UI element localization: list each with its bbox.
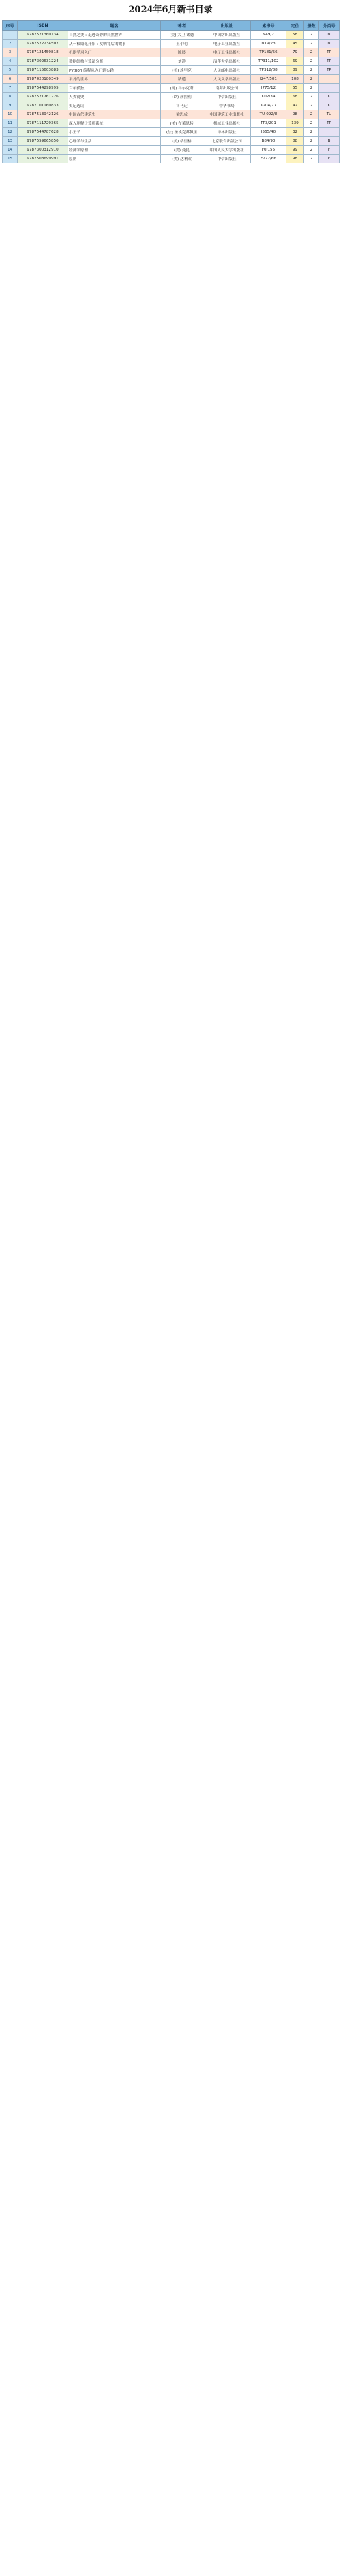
cell-no: 8 [3,93,18,101]
cell-cls: I [319,75,340,84]
cell-price: 45 [286,40,304,48]
page-title: 2024年6月新书目录 [128,5,213,15]
cell-call: I565/40 [251,128,286,137]
cell-price: 69 [286,57,304,66]
table-row [3,48,340,57]
cell-price: 98 [286,155,304,163]
cell-qty: 2 [304,137,319,146]
cell-qty: 2 [304,48,319,57]
cell-call: N19/23 [251,40,286,48]
cell-call: TP3/201 [251,119,286,128]
cell-isbn: 9787521761226 [18,93,68,101]
cell-call: I247/501 [251,75,286,84]
cell-pub: 电子工业出版社 [203,48,251,57]
table-row [3,75,340,84]
cell-isbn: 9787121459818 [18,48,68,57]
cell-pub: 中国人民大学出版社 [203,146,251,155]
cell-title: 经济学原理 [68,146,161,155]
cell-title: 自然之美 : 走进奇妙的自然世界 [68,31,161,40]
cell-no: 5 [3,66,18,75]
cell-price: 108 [286,75,304,84]
cell-title: 机器学习入门 [68,48,161,57]
cell-title: 史记选读 [68,101,161,110]
cell-call: TP181/56 [251,48,286,57]
cell-author: (哥) 马尔克斯 [161,84,203,93]
table-row [3,40,340,48]
cell-isbn: 9787020180349 [18,75,68,84]
cell-price: 55 [286,84,304,93]
cell-isbn: 9787508699991 [18,155,68,163]
cell-call: I775/12 [251,84,286,93]
cell-pub: 译林出版社 [203,128,251,137]
cell-pub: 电子工业出版社 [203,40,251,48]
cell-isbn: 9787544787628 [18,128,68,137]
cell-qty: 2 [304,93,319,101]
cell-pub: 中信出版社 [203,155,251,163]
col-header-no: 序号 [3,21,18,31]
cell-isbn: 9787521360134 [18,31,68,40]
cell-author: 梁思成 [161,110,203,119]
cell-qty: 2 [304,75,319,84]
book-list-table [2,20,340,163]
cell-no: 14 [3,146,18,155]
cell-pub: 中国建筑工业出版社 [203,110,251,119]
cell-call: K02/34 [251,93,286,101]
cell-price: 89 [286,66,304,75]
cell-no: 2 [3,40,18,48]
cell-price: 139 [286,119,304,128]
cell-call: B84/90 [251,137,286,146]
cell-cls: N [319,40,340,48]
cell-title: 从一根铅笔开始 : 发明背后的故事 [68,40,161,48]
col-header-quantity: 册数 [304,21,319,31]
cell-author: (美) 达利欧 [161,155,203,163]
cell-cls: TP [319,66,340,75]
cell-pub: 人民文学出版社 [203,75,251,84]
table-row [3,93,340,101]
cell-qty: 2 [304,128,319,137]
cell-call: TU-092/8 [251,110,286,119]
cell-author: (美) 曼昆 [161,146,203,155]
cell-pub: 人民邮电出版社 [203,66,251,75]
cell-isbn: 9787111729365 [18,119,68,128]
cell-author: 王小明 [161,40,203,48]
cell-no: 10 [3,110,18,119]
col-header-call-number: 索书号 [251,21,286,31]
cell-qty: 2 [304,146,319,155]
col-header-isbn: ISBN [18,21,68,31]
cell-no: 6 [3,75,18,84]
cell-qty: 2 [304,155,319,163]
cell-title: 人类简史 [68,93,161,101]
cell-pub: 机械工业出版社 [203,119,251,128]
cell-qty: 2 [304,31,319,40]
cell-call: TP312/88 [251,66,286,75]
cell-isbn: 9787302631224 [18,57,68,66]
cell-cls: I [319,128,340,137]
table-row [3,146,340,155]
cell-no: 4 [3,57,18,66]
cell-pub: 中华书局 [203,101,251,110]
table-row [3,110,340,119]
cell-no: 3 [3,48,18,57]
cell-title: 深入理解计算机系统 [68,119,161,128]
cell-isbn: 9787101160833 [18,101,68,110]
cell-cls: B [319,137,340,146]
cell-author: (法) 圣埃克苏佩里 [161,128,203,137]
cell-call: TP311/102 [251,57,286,66]
cell-author: (美) 格里格 [161,137,203,146]
cell-author: 刘洋 [161,57,203,66]
cell-price: 98 [286,110,304,119]
cell-cls: TU [319,110,340,119]
cell-qty: 2 [304,40,319,48]
cell-no: 12 [3,128,18,137]
col-header-title: 题名 [68,21,161,31]
cell-author: (美) 大卫·诺德 [161,31,203,40]
cell-title: 原则 [68,155,161,163]
col-header-class: 分类号 [319,21,340,31]
cell-author: 路遥 [161,75,203,84]
cell-price: 88 [286,137,304,146]
cell-cls: TP [319,57,340,66]
cell-price: 79 [286,48,304,57]
cell-pub: 中信出版社 [203,93,251,101]
cell-author: 陈晨 [161,48,203,57]
table-row [3,128,340,137]
cell-isbn: 9787300312910 [18,146,68,155]
cell-no: 9 [3,101,18,110]
cell-price: 42 [286,101,304,110]
table-row [3,137,340,146]
cell-qty: 2 [304,110,319,119]
cell-no: 15 [3,155,18,163]
cell-qty: 2 [304,84,319,93]
cell-price: 68 [286,93,304,101]
table-row [3,66,340,75]
cell-author: (美) 布莱恩特 [161,119,203,128]
cell-call: F0/155 [251,146,286,155]
table-row [3,101,340,110]
cell-cls: F [319,146,340,155]
cell-author: 司马迁 [161,101,203,110]
cell-title: 中国古代建筑史 [68,110,161,119]
cell-isbn: 9787513942126 [18,110,68,119]
table-row [3,155,340,163]
cell-isbn: 9787115603883 [18,66,68,75]
cell-pub: 清华大学出版社 [203,57,251,66]
cell-call: K204/77 [251,101,286,110]
col-header-publisher: 出版社 [203,21,251,31]
cell-isbn: 9787572234507 [18,40,68,48]
cell-author: (美) 埃里克 [161,66,203,75]
cell-no: 7 [3,84,18,93]
cell-qty: 2 [304,57,319,66]
cell-isbn: 9787559665850 [18,137,68,146]
cell-price: 32 [286,128,304,137]
cell-cls: I [319,84,340,93]
cell-qty: 2 [304,119,319,128]
cell-cls: K [319,93,340,101]
cell-qty: 2 [304,66,319,75]
cell-pub: 北京联合出版公司 [203,137,251,146]
table-row [3,57,340,66]
cell-call: N49/2 [251,31,286,40]
cell-pub: 中国纺织出版社 [203,31,251,40]
cell-qty: 2 [304,101,319,110]
cell-no: 13 [3,137,18,146]
cell-call: F272/66 [251,155,286,163]
cell-price: 99 [286,146,304,155]
cell-no: 1 [3,31,18,40]
table-row [3,84,340,93]
cell-title: 数据结构与算法分析 [68,57,161,66]
cell-title: 平凡的世界 [68,75,161,84]
cell-cls: K [319,101,340,110]
cell-price: 58 [286,31,304,40]
table-row [3,119,340,128]
cell-cls: N [319,31,340,40]
table-header-row [3,21,340,31]
cell-title: 小王子 [68,128,161,137]
cell-author: (以) 赫拉利 [161,93,203,101]
cell-title: 百年孤独 [68,84,161,93]
table-row [3,31,340,40]
cell-pub: 南海出版公司 [203,84,251,93]
cell-title: 心理学与生活 [68,137,161,146]
cell-title: Python 编程从入门到实践 [68,66,161,75]
cell-cls: TP [319,48,340,57]
col-header-author: 著者 [161,21,203,31]
cell-cls: F [319,155,340,163]
col-header-price: 定价 [286,21,304,31]
cell-isbn: 9787544298995 [18,84,68,93]
cell-cls: TP [319,119,340,128]
cell-no: 11 [3,119,18,128]
